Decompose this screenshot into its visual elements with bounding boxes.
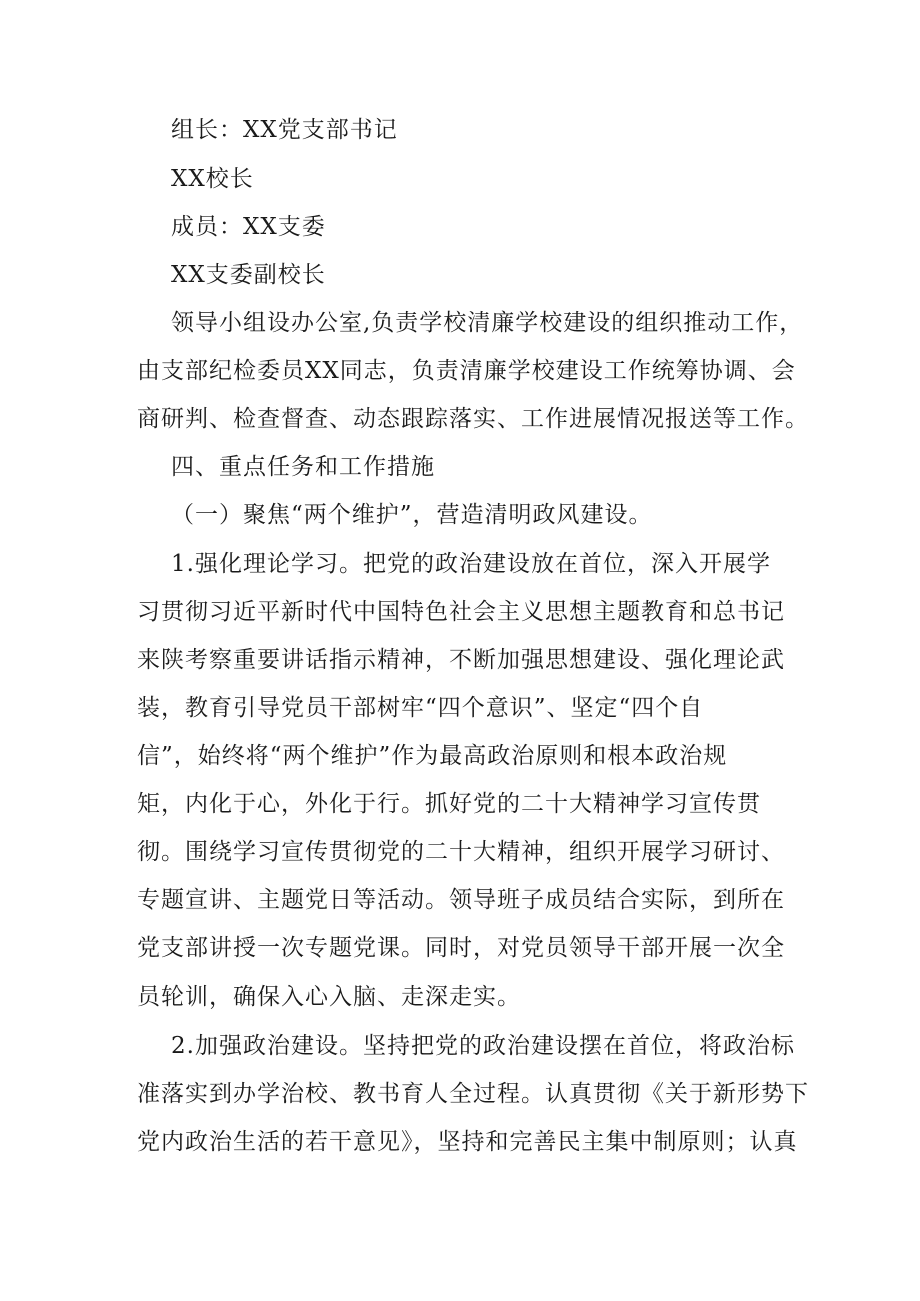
text-line: 领导小组设办公室,负责学校清廉学校建设的组织推动工作，	[171, 310, 804, 336]
text-line: 员轮训，确保入心入脑、走深走实。	[137, 984, 521, 1010]
text-line: 组长：XX党支部书记	[171, 117, 398, 143]
text-line: 1.强化理论学习。把党的政治建设放在首位，深入开展学	[171, 551, 771, 577]
text-line: 党支部讲授一次专题党课。同时，对党员领导干部开展一次全	[137, 935, 785, 961]
text-line: 信”，始终将“两个维护”作为最高政治原则和根本政治规	[137, 743, 728, 769]
text-line: 党内政治生活的若干意见》，坚持和完善民主集中制原则；认真	[137, 1129, 798, 1155]
text-line: 矩，内化于心，外化于行。抓好党的二十大精神学习宣传贯	[137, 791, 761, 817]
text-line: XX校长	[171, 166, 254, 192]
text-line: 来陕考察重要讲话指示精神，不断加强思想建设、强化理论武	[137, 647, 785, 673]
text-line: 准落实到办学治校、教书育人全过程。认真贯彻《关于新形势下	[137, 1081, 809, 1107]
text-line: 2.加强政治建设。坚持把党的政治建设摆在首位，将政治标	[171, 1033, 795, 1059]
subsection-heading: （一）聚焦“两个维护”，营造清明政风建设。	[171, 502, 653, 528]
section-heading: 四、重点任务和工作措施	[171, 454, 435, 480]
text-line: 装，教育引导党员干部树牢“四个意识”、坚定“四个自	[137, 695, 704, 721]
text-line: 专题宣讲、主题党日等活动。领导班子成员结合实际，到所在	[137, 887, 785, 913]
text-line: 彻。围绕学习宣传贯彻党的二十大精神，组织开展学习研讨、	[137, 839, 785, 865]
text-line: 习贯彻习近平新时代中国特色社会主义思想主题教育和总书记	[137, 599, 785, 625]
text-line: 商研判、检查督查、动态跟踪落实、工作进展情况报送等工作。	[137, 406, 809, 432]
text-line: 成员：XX支委	[171, 214, 326, 240]
text-line: XX支委副校长	[171, 262, 326, 288]
text-line: 由支部纪检委员XX同志，负责清廉学校建设工作统筹协调、会	[137, 358, 796, 384]
